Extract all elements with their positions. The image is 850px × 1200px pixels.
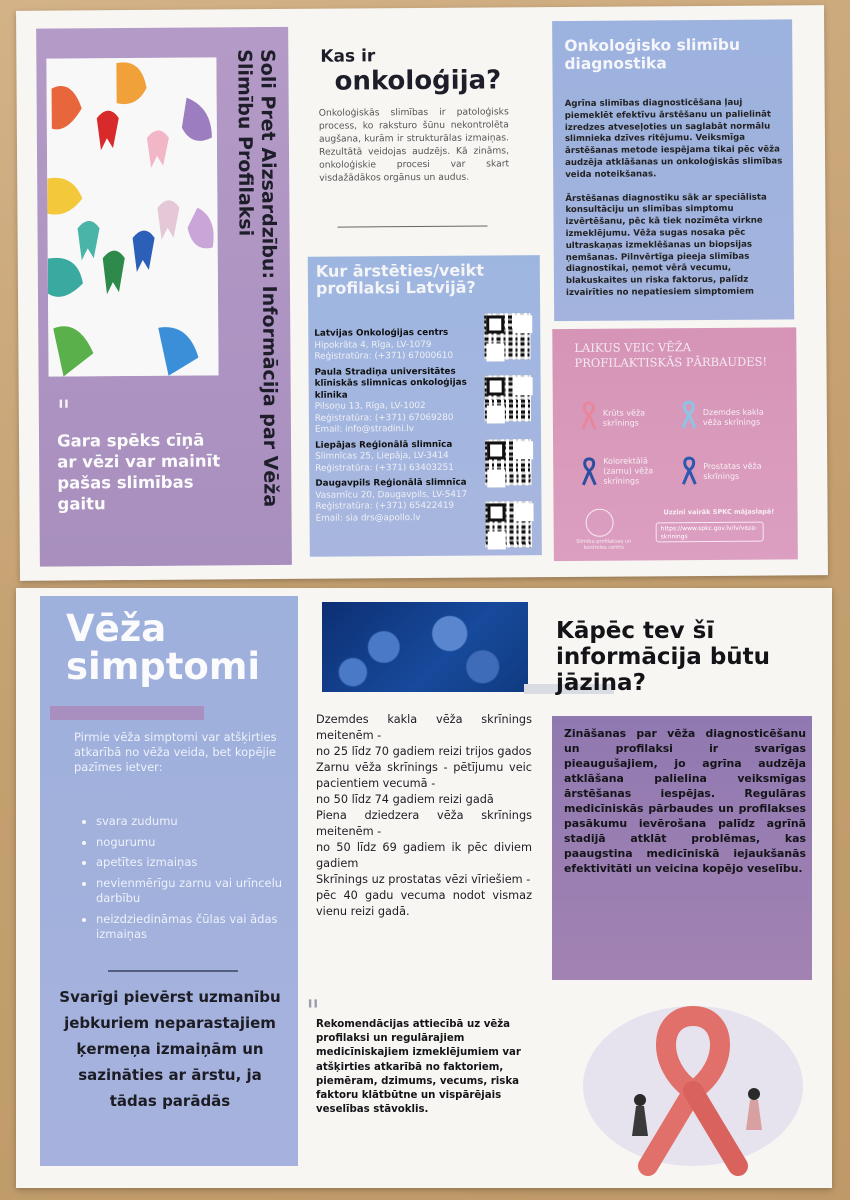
hospital-name: Liepājas Reģionālā slimnīca bbox=[315, 439, 453, 451]
cancer-cells-image bbox=[322, 602, 528, 692]
schedule-line: no 50 līdz 74 gadiem reizi gadā bbox=[316, 793, 494, 806]
heading-kas-ir: Kas ir bbox=[320, 46, 376, 67]
hospital-phone: Reģistratūra: (+371) 67000610 bbox=[314, 350, 454, 362]
screening-schedule bbox=[316, 712, 532, 920]
blue-ribbon-icon bbox=[581, 457, 597, 487]
hospital-phone: Reģistratūra: (+371) 63403251 bbox=[315, 462, 454, 474]
accent-bar bbox=[50, 706, 204, 720]
symptoms-call-to-action: Svarīgi pievērst uzmanību jebkuriem neparastajiem ķermeņa izmaiņām un sazināties ar ārstu, ja tādas parādās bbox=[59, 988, 281, 1110]
hospital-item bbox=[314, 328, 474, 364]
schedule-line: Zarnu vēža skrīnings - pētījumu veic pacientiem vecumā - bbox=[316, 761, 532, 790]
screening-label: Prostatas vēža skrīnings bbox=[703, 461, 762, 482]
awareness-ribbon-icon bbox=[578, 996, 808, 1176]
flyer-bottom bbox=[16, 588, 832, 1188]
screening-panel-title: LAIKUS VEIC VĒŽA PROFILAKTISKĀS PĀRBAUDES! bbox=[574, 340, 768, 370]
diagnostics-panel bbox=[552, 19, 794, 321]
symptom-item: • svara zudumu bbox=[96, 814, 306, 830]
schedule-line: no 25 līdz 70 gadiem reizi trijos gados bbox=[316, 745, 532, 758]
ribbons-hands-illustration bbox=[46, 57, 218, 376]
hospital-list bbox=[314, 328, 475, 525]
schedule-line: Piena dziedzera vēža skrīnings meitenēm - bbox=[316, 809, 532, 838]
inspirational-quote: Gara spēks cīņā ar vēzi var mainīt pašas slimības gaitu bbox=[56, 430, 221, 514]
screening-label: Krūts vēža skrīnings bbox=[602, 408, 646, 428]
flyer-top bbox=[16, 5, 828, 581]
diagnostics-paragraph-2: Ārstēšanas diagnostiku sāk ar speciālista konsultāciju un slimības simptomu izvērtēšanu, pēc kā tiek nozīmēta virkne izmeklējumu. Vēža sugas nosaka pēc ultraskaņas izmeklēšanas un biopsijas ņemšanas. Pilnvērtīga pieeja slimības diagnostikai, ņemot vērā vecumu, blakuskaites un riska faktorus, palīdz izvairīties no nepatiesiem simptomiem bbox=[565, 192, 767, 298]
recommendation-text: Rekomendācijas attiecībā uz vēža profilaksi un regulārajiem medicīniskajiem izmeklējumiem var atšķirties atkarībā no faktoriem, piemēram, dzimums, vecums, riska faktoru klātbūtne un vispārējais veselības stāvoklis. bbox=[316, 1019, 521, 1116]
seal-label: Slimību profilakses un kontroles centrs bbox=[576, 538, 632, 551]
teal-ribbon-icon bbox=[681, 400, 697, 430]
oncology-definition: Onkoloģiskās slimības ir patoloģisks process, ko raksturo šūnu nekontrolēta augšana, kurām ir strukturālas izmaiņas. Rezultātā veidojas audzējs. Kā zināms, onkoloģiskie procesi var skart visdažādākos orgānus un audus. bbox=[318, 106, 510, 184]
divider-line bbox=[338, 226, 488, 228]
vertical-title-text: Soli Pret Aizsardzību: Informācija par Vēža Slimību Profilaksi bbox=[233, 48, 282, 508]
why-text: Zināšanas par vēža diagnosticēšanu un profilaksi ir svarīgas pieaugušajiem, jo agrīna audzēja atklāšana palielina veiksmīgas ārstēšanas iespējas. Regulāras medicīniskās pārbaudes un profilakses pasākumu ievērošana palīdz agrīnā stadijā atklāt problēmas, kas paaugstina medicīniskā iejaukšanās efektivitāti un veicina kopējo veselību. bbox=[564, 727, 806, 875]
symptom-item: • apetītes izmaiņas bbox=[96, 855, 306, 871]
qr-code-icon[interactable] bbox=[485, 501, 531, 547]
hospital-name: Latvijas Onkoloģijas centrs bbox=[314, 327, 449, 339]
ribbon-illustration bbox=[578, 996, 808, 1176]
diagnostics-paragraph-1: Agrīna slimības diagnosticēšana ļauj piemeklēt efektīvu ārstēšanu un palielināt izredzes atveseļoties un saglabāt normālu slimnieka dzīves ritējumu. Veiksmīga ārstēšanas metode iespējama tikai pēc vēža audzēja atklāšanas un onkoloģiskās slimības veida noteikšanas. bbox=[564, 97, 783, 180]
hospital-email: Email: sia drs@apollo.lv bbox=[315, 512, 421, 524]
divider-line bbox=[108, 970, 238, 972]
pink-ribbon-icon bbox=[581, 401, 597, 431]
qr-code-icon[interactable] bbox=[485, 375, 531, 421]
heading-onkologija: onkoloģija? bbox=[334, 65, 502, 97]
screening-label: Kolorektālā (zarnu) vēža skrīnings bbox=[603, 456, 654, 486]
hospital-name: Paula Stradiņa universitātes klīniskās slimnīcas onkoloģijas klīnika bbox=[314, 366, 467, 401]
quote-mark-icon: " bbox=[306, 994, 320, 1029]
symptoms-intro: Pirmie vēža simptomi var atšķirties atkarībā no vēža veida, bet kopējie pazīmes ietver: bbox=[74, 730, 277, 774]
schedule-line: Dzemdes kakla vēža skrīnings meitenēm - bbox=[316, 713, 532, 742]
schedule-line: pēc 40 gadu vecuma nodot vismaz vienu reizi gadā. bbox=[316, 889, 532, 918]
qr-code-icon[interactable] bbox=[484, 313, 530, 359]
schedule-line: no 50 līdz 69 gadiem ik pēc diviem gadiem bbox=[316, 841, 532, 870]
diagnostics-title: Onkoloģisko slimību diagnostika bbox=[564, 35, 741, 74]
hospital-address: Hipokrāta 4, Rīga, LV-1079 bbox=[314, 339, 432, 351]
hospital-email: Email: info@stradini.lv bbox=[314, 424, 414, 435]
quote-mark-icon: " bbox=[56, 394, 71, 430]
hospital-address: Pilsoņu 13, Rīga, LV-1002 bbox=[314, 400, 426, 412]
hospital-name: Daugavpils Reģionālā slimnīca bbox=[315, 477, 467, 489]
schedule-line: Skrīnings uz prostatas vēzi vīriešiem - bbox=[316, 873, 531, 886]
hospital-item bbox=[315, 366, 475, 436]
qr-code-icon[interactable] bbox=[485, 439, 531, 485]
hospital-address: Slimnīcas 25, Liepāja, LV-3414 bbox=[315, 450, 449, 462]
symptom-item: • neizdziedināmas čūlas vai ādas izmaiņas bbox=[96, 912, 306, 943]
hospital-address: Vasarnīcu 20, Daugavpils, LV-5417 bbox=[315, 489, 468, 501]
hospital-item bbox=[315, 439, 475, 475]
symptoms-list bbox=[74, 814, 306, 948]
diagnostics-text bbox=[565, 97, 786, 299]
light-blue-ribbon-icon bbox=[681, 456, 697, 486]
symptom-item: • nevienmērīgu zarnu vai urīncelu darbību bbox=[96, 876, 306, 907]
why-panel bbox=[552, 716, 812, 980]
what-is-oncology-heading bbox=[316, 45, 516, 96]
spkc-note: Uzzini vairāk SPKC mājaslapā! bbox=[663, 507, 775, 517]
hospital-phone: Reģistratūra: (+371) 67069280 bbox=[314, 412, 454, 424]
hospital-item bbox=[315, 478, 475, 525]
screening-panel bbox=[552, 327, 798, 561]
where-to-treat-panel bbox=[308, 255, 542, 557]
symptom-item: • nogurumu bbox=[96, 835, 306, 851]
symptoms-title: Vēža simptomi bbox=[66, 607, 261, 688]
hospital-phone: Reģistratūra: (+371) 65422419 bbox=[315, 500, 455, 512]
spkc-url-link[interactable]: https://www.spkc.gov.lv/lv/veza-skrinings bbox=[656, 522, 764, 543]
screening-label: Dzemdes kakla vēža skrīnings bbox=[702, 407, 764, 428]
spkc-seal-icon bbox=[586, 509, 614, 537]
ribbons-hands-photo bbox=[46, 57, 218, 376]
symptoms-panel bbox=[40, 596, 298, 1166]
where-to-treat-title: Kur ārstēties/veikt profilaksi Latvijā? bbox=[315, 260, 485, 298]
why-heading: Kāpēc tev šī informācija būtu jāzina? bbox=[556, 618, 771, 696]
